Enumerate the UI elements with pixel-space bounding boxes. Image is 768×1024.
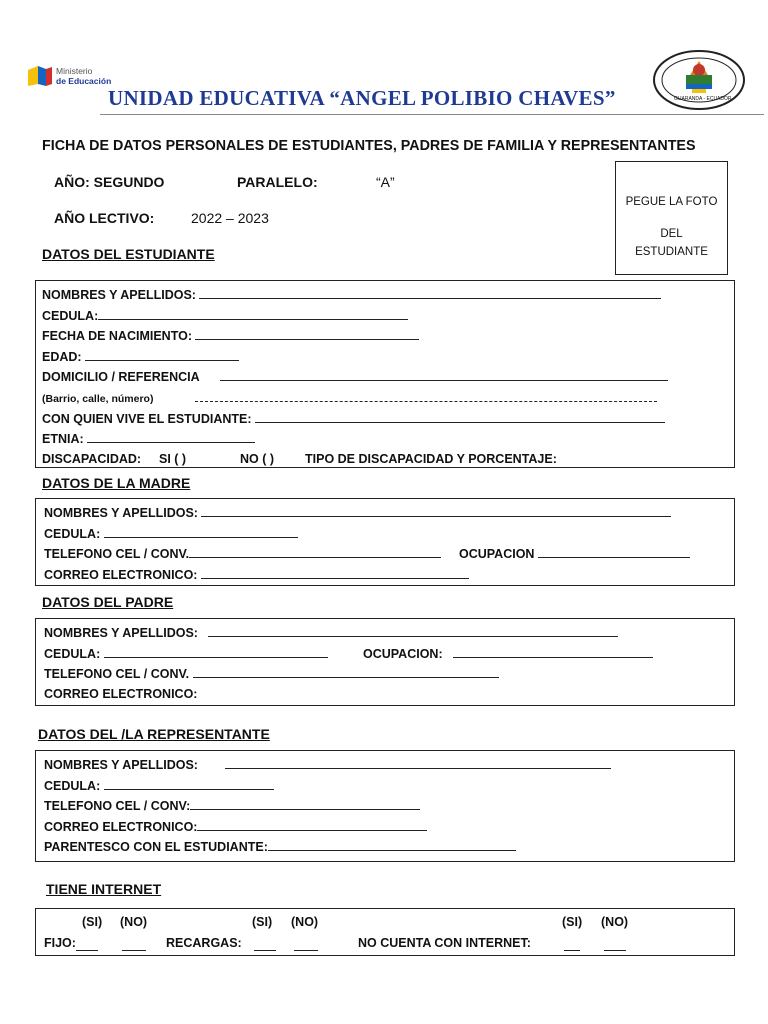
ministry-logo bbox=[26, 63, 116, 93]
no-internet-si-header: (SI) bbox=[562, 915, 583, 929]
father-names-field[interactable] bbox=[44, 625, 618, 640]
disability-no-option[interactable]: NO ( ) bbox=[240, 452, 275, 466]
fijo-no-blank[interactable] bbox=[122, 939, 146, 951]
mother-section bbox=[35, 498, 735, 586]
student-address-hint: (Barrio, calle, número) bbox=[42, 393, 154, 405]
lectivo-value: 2022 – 2023 bbox=[191, 210, 269, 226]
fijo-no-header: (NO) bbox=[120, 915, 148, 929]
lectivo-label: AÑO LECTIVO: bbox=[54, 210, 155, 226]
paralelo-value: “A” bbox=[376, 174, 395, 190]
form-title: FICHA DE DATOS PERSONALES DE ESTUDIANTES, PADRES DE FAMILIA Y REPRESENTANTES bbox=[42, 138, 696, 154]
rep-names-field[interactable] bbox=[44, 757, 611, 772]
father-heading: DATOS DEL PADRE bbox=[42, 594, 174, 610]
rep-cedula-label: CEDULA: bbox=[44, 779, 101, 793]
no-internet-no-header: (NO) bbox=[601, 915, 629, 929]
photo-text-1: PEGUE LA FOTO bbox=[625, 196, 718, 208]
ministry-name-line2: de Educación bbox=[56, 76, 112, 86]
mother-names-label: NOMBRES Y APELLIDOS: bbox=[44, 506, 198, 520]
student-lives-with-label: CON QUIEN VIVE EL ESTUDIANTE: bbox=[42, 412, 252, 426]
mother-cedula-label: CEDULA: bbox=[44, 527, 101, 541]
recargas-label: RECARGAS: bbox=[166, 936, 242, 950]
father-email-label: CORREO ELECTRONICO: bbox=[44, 687, 198, 701]
rep-email-label: CORREO ELECTRONICO: bbox=[44, 820, 198, 834]
rep-relation-field[interactable] bbox=[44, 839, 516, 854]
paralelo-label: PARALELO: bbox=[237, 174, 318, 190]
fijo-si-blank[interactable] bbox=[76, 939, 98, 951]
mother-phone-label: TELEFONO CEL / CONV. bbox=[44, 547, 190, 561]
no-internet-si-blank[interactable] bbox=[564, 939, 580, 951]
recargas-no-blank[interactable] bbox=[294, 939, 318, 951]
student-birth-field[interactable] bbox=[42, 328, 419, 343]
father-phone-label: TELEFONO CEL / CONV. bbox=[44, 667, 190, 681]
rep-cedula-field[interactable] bbox=[44, 778, 274, 793]
no-internet-label: NO CUENTA CON INTERNET: bbox=[358, 936, 531, 950]
school-name: UNIDAD EDUCATIVA “ANGEL POLIBIO CHAVES” bbox=[108, 86, 616, 110]
rep-phone-field[interactable] bbox=[44, 798, 420, 813]
student-cedula-field[interactable] bbox=[42, 308, 408, 323]
rep-relation-label: PARENTESCO CON EL ESTUDIANTE: bbox=[44, 840, 268, 854]
photo-text-2: DEL bbox=[660, 228, 683, 240]
mother-occupation-label: OCUPACION bbox=[459, 547, 535, 561]
fijo-si-header: (SI) bbox=[82, 915, 103, 929]
student-ethnicity-field[interactable] bbox=[42, 431, 255, 446]
father-occupation-label: OCUPACION: bbox=[363, 647, 443, 661]
student-address-label: DOMICILIO / REFERENCIA bbox=[42, 370, 200, 384]
header-rule bbox=[100, 114, 764, 115]
father-section bbox=[35, 618, 735, 706]
rep-phone-label: TELEFONO CEL / CONV: bbox=[44, 799, 191, 813]
recargas-si-blank[interactable] bbox=[254, 939, 276, 951]
internet-heading: TIENE INTERNET bbox=[46, 881, 162, 897]
year-label: AÑO: SEGUNDO bbox=[54, 174, 165, 190]
recargas-si-header: (SI) bbox=[252, 915, 273, 929]
mother-cedula-field[interactable] bbox=[44, 526, 298, 541]
father-occupation-field[interactable] bbox=[363, 646, 653, 661]
student-age-label: EDAD: bbox=[42, 350, 82, 364]
recargas-no-header: (NO) bbox=[291, 915, 319, 929]
student-names-label: NOMBRES Y APELLIDOS: bbox=[42, 288, 196, 302]
father-cedula-field[interactable] bbox=[44, 646, 328, 661]
student-address-field[interactable] bbox=[42, 369, 668, 384]
seal-text-bottom: GUARANDA - ECUADOR bbox=[674, 96, 732, 102]
fijo-label: FIJO: bbox=[44, 936, 76, 950]
internet-section bbox=[35, 908, 735, 956]
mother-occupation-field[interactable] bbox=[459, 546, 690, 561]
student-address-hint-field[interactable] bbox=[42, 390, 657, 405]
mother-names-field[interactable] bbox=[44, 505, 671, 520]
no-internet-no-blank[interactable] bbox=[604, 939, 626, 951]
photo-box[interactable] bbox=[615, 161, 728, 275]
rep-email-field[interactable] bbox=[44, 819, 427, 834]
disability-si-option[interactable]: SI ( ) bbox=[159, 452, 187, 466]
student-section bbox=[35, 280, 735, 468]
mother-phone-field[interactable] bbox=[44, 546, 441, 561]
ministry-name-line1: Ministerio bbox=[56, 66, 93, 76]
student-cedula-label: CEDULA: bbox=[42, 309, 99, 323]
mother-heading: DATOS DE LA MADRE bbox=[42, 475, 191, 491]
student-disability-label: DISCAPACIDAD: bbox=[42, 452, 142, 466]
student-lives-with-field[interactable] bbox=[42, 411, 665, 426]
rep-names-label: NOMBRES Y APELLIDOS: bbox=[44, 758, 198, 772]
father-phone-field[interactable] bbox=[44, 666, 499, 681]
mother-email-field[interactable] bbox=[44, 567, 469, 582]
disability-type-label: TIPO DE DISCAPACIDAD Y PORCENTAJE: bbox=[305, 452, 557, 466]
student-ethnicity-label: ETNIA: bbox=[42, 432, 84, 446]
father-cedula-label: CEDULA: bbox=[44, 647, 101, 661]
ministry-flag-icon bbox=[26, 64, 54, 88]
representative-heading: DATOS DEL /LA REPRESENTANTE bbox=[38, 726, 270, 742]
mother-email-label: CORREO ELECTRONICO: bbox=[44, 568, 198, 582]
student-names-field[interactable] bbox=[42, 287, 661, 302]
father-names-label: NOMBRES Y APELLIDOS: bbox=[44, 626, 198, 640]
student-birth-label: FECHA DE NACIMIENTO: bbox=[42, 329, 192, 343]
father-email-field[interactable] bbox=[44, 687, 197, 701]
student-age-field[interactable] bbox=[42, 349, 239, 364]
representative-section bbox=[35, 750, 735, 862]
photo-text-3: ESTUDIANTE bbox=[635, 246, 708, 258]
student-heading: DATOS DEL ESTUDIANTE bbox=[42, 246, 215, 262]
